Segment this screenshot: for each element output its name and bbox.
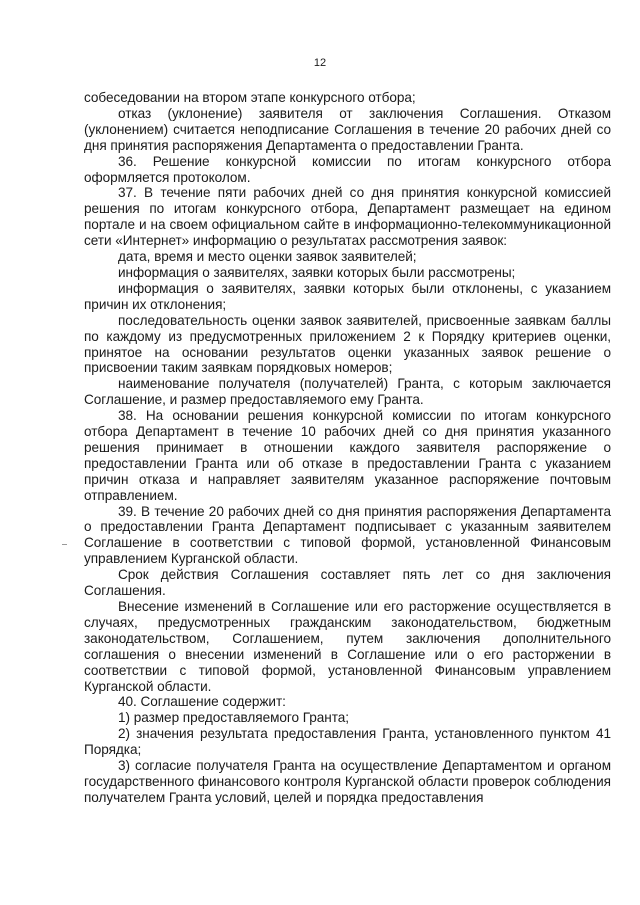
paragraph: 38. На основании решения конкурсной комиссии по итогам конкурсного отбора Департамент в течение 10 рабочих дней со дня принятия указанного решения принимает в отношении каждого заявителя распоряжение о предоставлении Гранта или об отказе в предоставлении Гранта с указанием причин отказа и направляет заявителям указанное распоряжение почтовым отправлением.: [84, 408, 611, 503]
list-item: 1) размер предоставляемого Гранта;: [118, 710, 350, 726]
list-item: наименование получателя (получателей) Гранта, с которым заключается Соглашение, и размер предоставляемого ему Гранта.: [84, 376, 611, 408]
list-item: 2) значения результата предоставления Гранта, установленного пунктом 41 Порядка;: [84, 726, 611, 758]
paragraph: собеседовании на втором этапе конкурсного отбора;: [84, 90, 416, 105]
paragraph: Срок действия Соглашения составляет пять лет со дня заключения Соглашения.: [84, 567, 611, 599]
list-item: информация о заявителях, заявки которых были рассмотрены;: [118, 264, 516, 280]
paragraph: 40. Соглашение содержит:: [118, 694, 286, 710]
paragraph: Внесение изменений в Соглашение или его расторжение осуществляется в случаях, предусмотренных гражданским законодательством, бюджетным законодательством, Соглашением, путем заключения дополнительного соглашения о внесении изменений в Соглашение или о его расторжении в соответствии с типовой формой, установленной Финансовым управлением Курганской области.: [84, 599, 611, 694]
paragraph: 39. В течение 20 рабочих дней со дня принятия распоряжения Департамента о предоставлении Гранта Департамент подписывает с указанным заявителем Соглашение в соответствии с типовой формой, установленной Финансовым управлением Курганской области.: [84, 503, 611, 567]
list-item: 3) согласие получателя Гранта на осуществление Департаментом и органом государственного финансового контроля Курганской области проверок соблюдения получателем Гранта условий, целей и порядка предоставления: [84, 758, 611, 805]
paragraph: 36. Решение конкурсной комиссии по итогам конкурсного отбора оформляется протоколом.: [84, 153, 611, 185]
page-number: 12: [313, 57, 327, 69]
margin-mark: [62, 544, 67, 545]
document-body: [84, 90, 611, 806]
paragraph: отказ (уклонение) заявителя от заключения Соглашения. Отказом (уклонением) считается неподписание Соглашения в течение 20 рабочих дней со дня принятия распоряжения Департамента о предоставлении Гранта.: [84, 105, 611, 153]
list-item: дата, время и место оценки заявок заявителей;: [118, 249, 417, 265]
list-item: информация о заявителях, заявки которых были отклонены, с указанием причин их отклонения;: [84, 280, 611, 312]
paragraph: 37. В течение пяти рабочих дней со дня принятия конкурсной комиссией решения по итогам конкурсного отбора, Департамент размещает на едином портале и на своем официальном сайте в информационно-телекоммуникационной сети «Интернет» информацию о результатах рассмотрения заявок:: [84, 185, 611, 249]
list-item: последовательность оценки заявок заявителей, присвоенные заявкам баллы по каждому из предусмотренных приложением 2 к Порядку критериев оценки, принятое на основании результатов оценки указанных заявок решение о присвоении таким заявкам порядковых номеров;: [84, 312, 611, 376]
